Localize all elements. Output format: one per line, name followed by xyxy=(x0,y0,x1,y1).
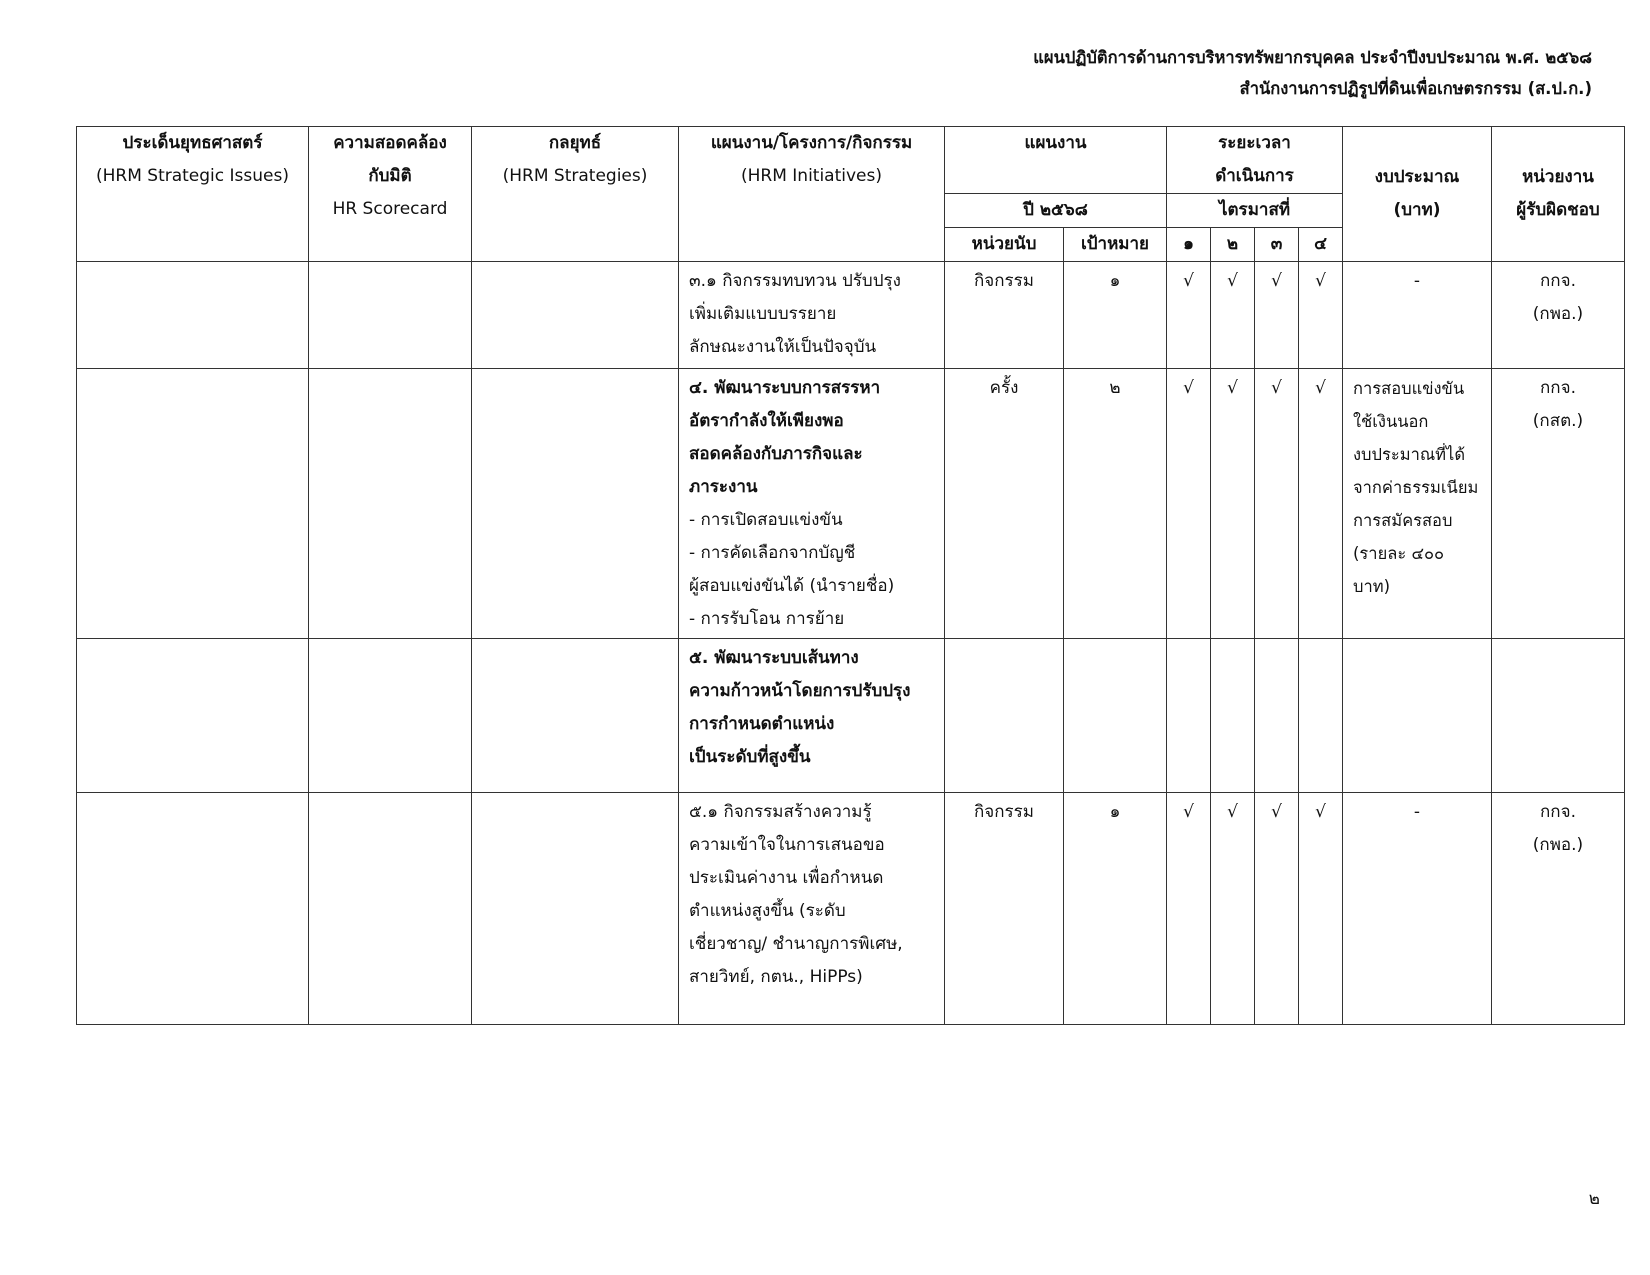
header-plan-year: ปี ๒๕๖๘ xyxy=(945,194,1167,228)
activity-line: ความเข้าใจในการเสนอขอ xyxy=(689,835,885,855)
quarter-1-check: √ xyxy=(1167,369,1211,639)
organization-name: สำนักงานการปฏิรูปที่ดินเพื่อเกษตรกรรม (ส.ป.ก.) xyxy=(1239,79,1592,98)
strategic-issue-cell xyxy=(77,262,309,369)
responsible-cell xyxy=(1492,369,1625,639)
header-target: เป้าหมาย xyxy=(1064,228,1167,262)
header-quarter-3: ๓ xyxy=(1255,228,1299,262)
scorecard-cell xyxy=(309,369,472,639)
responsible-cell xyxy=(1492,793,1625,1025)
activity_bold-line: การกำหนดตำแหน่ง xyxy=(689,714,835,734)
budget-line: - xyxy=(1413,271,1421,291)
budget-line: (รายละ ๔๐๐ xyxy=(1353,544,1445,563)
budget-line: การสมัครสอบ xyxy=(1353,511,1453,530)
quarter-1-check: √ xyxy=(1167,262,1211,369)
activity-cell xyxy=(679,262,945,369)
budget-line: - xyxy=(1413,802,1421,822)
target-cell xyxy=(1064,639,1167,793)
activity-line: ตำแหน่งสูงขึ้น (ระดับ xyxy=(689,901,846,921)
target-cell: ๑ xyxy=(1064,262,1167,369)
quarter-3-check: √ xyxy=(1255,369,1299,639)
budget-line: ใช้เงินนอก xyxy=(1353,412,1429,431)
document-title: แผนปฏิบัติการด้านการบริหารทรัพยากรบุคคล ประจำปีงบประมาณ พ.ศ. ๒๕๖๘ xyxy=(1033,48,1592,67)
responsible-line: กกจ. xyxy=(1540,802,1576,822)
quarter-1-check xyxy=(1167,639,1211,793)
scorecard-cell xyxy=(309,639,472,793)
activity-line: เพิ่มเติมแบบบรรยาย xyxy=(689,304,837,324)
quarter-4-check: √ xyxy=(1299,369,1343,639)
strategy-cell xyxy=(472,639,679,793)
header-budget: งบประมาณ (บาท) xyxy=(1343,127,1492,262)
quarter-4-check: √ xyxy=(1299,262,1343,369)
strategic-issue-cell xyxy=(77,369,309,639)
responsible-line: กกจ. xyxy=(1540,378,1576,398)
quarter-4-check: √ xyxy=(1299,793,1343,1025)
activity_bold-line: ๔. พัฒนาระบบการสรรหา xyxy=(689,378,881,398)
header-hr-scorecard: ความสอดคล้อง กับมิติ HR Scorecard xyxy=(309,127,472,262)
activity_bold-line: ๕. พัฒนาระบบเส้นทาง xyxy=(689,648,859,668)
activity-line: - การคัดเลือกจากบัญชี xyxy=(689,543,856,563)
strategic-issue-cell xyxy=(77,793,309,1025)
header-period: ระยะเวลา ดำเนินการ xyxy=(1167,127,1343,194)
activity-cell xyxy=(679,639,945,793)
activity-line: - การรับโอน การย้าย xyxy=(689,609,845,629)
header-quarter-1: ๑ xyxy=(1167,228,1211,262)
responsible-line: (กสต.) xyxy=(1532,411,1584,431)
activity-line: ๕.๑ กิจกรรมสร้างความรู้ xyxy=(689,802,872,822)
hr-action-plan-table xyxy=(76,126,1625,1025)
quarter-2-check: √ xyxy=(1211,262,1255,369)
quarter-4-check xyxy=(1299,639,1343,793)
activity_bold-line: อัตรากำลังให้เพียงพอ xyxy=(689,411,844,431)
responsible-line: กกจ. xyxy=(1540,271,1576,291)
responsible-line: (กพอ.) xyxy=(1532,835,1584,855)
quarter-3-check: √ xyxy=(1255,262,1299,369)
target-cell: ๒ xyxy=(1064,369,1167,639)
budget-cell xyxy=(1343,262,1492,369)
header-strategic-issues: ประเด็นยุทธศาสตร์ (HRM Strategic Issues) xyxy=(77,127,309,262)
budget-line: การสอบแข่งขัน xyxy=(1353,379,1465,398)
activity-line: ประเมินค่างาน เพื่อกำหนด xyxy=(689,868,884,888)
unit-cell: กิจกรรม xyxy=(945,262,1064,369)
activity-line: สายวิทย์, กตน., HiPPs) xyxy=(689,967,863,987)
activity_bold-line: ภาระงาน xyxy=(689,477,758,497)
activity-cell xyxy=(679,369,945,639)
header-unit: หน่วยนับ xyxy=(945,228,1064,262)
quarter-2-check xyxy=(1211,639,1255,793)
header-quarter-4: ๔ xyxy=(1299,228,1343,262)
responsible-cell xyxy=(1492,639,1625,793)
target-cell: ๑ xyxy=(1064,793,1167,1025)
strategy-cell xyxy=(472,793,679,1025)
unit-cell: ครั้ง xyxy=(945,369,1064,639)
header-strategies: กลยุทธ์ (HRM Strategies) xyxy=(472,127,679,262)
header-plan: แผนงาน xyxy=(945,127,1167,194)
activity_bold-line: เป็นระดับที่สูงขึ้น xyxy=(689,747,811,767)
quarter-2-check: √ xyxy=(1211,369,1255,639)
unit-cell: กิจกรรม xyxy=(945,793,1064,1025)
unit-cell xyxy=(945,639,1064,793)
table-row xyxy=(77,369,1625,639)
quarter-3-check xyxy=(1255,639,1299,793)
scorecard-cell xyxy=(309,793,472,1025)
activity_bold-line: สอดคล้องกับภารกิจและ xyxy=(689,444,863,464)
table-row xyxy=(77,639,1625,793)
quarter-3-check: √ xyxy=(1255,793,1299,1025)
activity-line: ผู้สอบแข่งขันได้ (นำรายชื่อ) xyxy=(689,576,895,596)
activity-line: เชี่ยวชาญ/ ชำนาญการพิเศษ, xyxy=(689,934,903,954)
budget-line: งบประมาณที่ได้ xyxy=(1353,445,1466,464)
table-row xyxy=(77,262,1625,369)
strategy-cell xyxy=(472,369,679,639)
header-quarter: ไตรมาสที่ xyxy=(1167,194,1343,228)
budget-cell xyxy=(1343,639,1492,793)
budget-line: จากค่าธรรมเนียม xyxy=(1353,478,1479,497)
page-number: ๒ xyxy=(1588,1189,1600,1209)
table-row xyxy=(77,793,1625,1025)
header-responsible: หน่วยงาน ผู้รับผิดชอบ xyxy=(1492,127,1625,262)
activity-cell xyxy=(679,793,945,1025)
budget-line: บาท) xyxy=(1353,577,1391,596)
header-quarter-2: ๒ xyxy=(1211,228,1255,262)
responsible-line: (กพอ.) xyxy=(1532,304,1584,324)
strategic-issue-cell xyxy=(77,639,309,793)
responsible-cell xyxy=(1492,262,1625,369)
quarter-2-check: √ xyxy=(1211,793,1255,1025)
activity-line: ๓.๑ กิจกรรมทบทวน ปรับปรุง xyxy=(689,271,901,291)
activity-line: - การเปิดสอบแข่งขัน xyxy=(689,510,843,530)
scorecard-cell xyxy=(309,262,472,369)
budget-cell xyxy=(1343,793,1492,1025)
activity-line: ลักษณะงานให้เป็นปัจจุบัน xyxy=(689,337,877,357)
quarter-1-check: √ xyxy=(1167,793,1211,1025)
budget-cell xyxy=(1343,369,1492,639)
header-initiatives: แผนงาน/โครงการ/กิจกรรม (HRM Initiatives) xyxy=(679,127,945,262)
activity_bold-line: ความก้าวหน้าโดยการปรับปรุง xyxy=(689,681,911,701)
strategy-cell xyxy=(472,262,679,369)
document-header xyxy=(1033,42,1592,104)
